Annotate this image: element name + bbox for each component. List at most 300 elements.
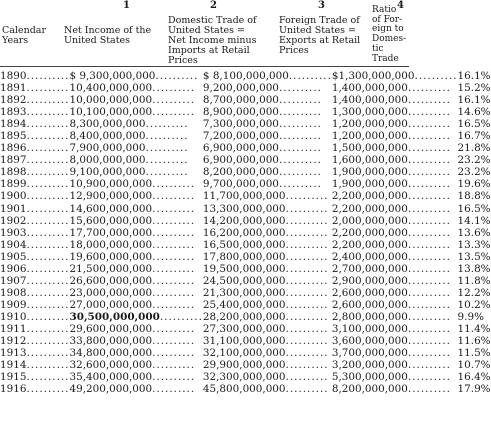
cell-foreign-trade-value: 2,200,000,000 (331, 238, 408, 251)
cell-year (0, 227, 69, 239)
cell-foreign-trade (332, 106, 458, 118)
cell-year-value: 1910 (0, 310, 27, 323)
leader-dots: .......... (285, 371, 329, 384)
cell-domestic-trade (203, 190, 332, 202)
header-line: Imports at Retail (168, 45, 250, 56)
table-row (0, 118, 491, 130)
cell-year (0, 359, 69, 371)
cell-domestic-trade (203, 359, 332, 371)
leader-dots: .......... (155, 70, 199, 82)
table-row (0, 227, 491, 239)
cell-net-income (69, 275, 202, 287)
cell-year-value: 1907 (0, 274, 27, 287)
cell-year (0, 323, 69, 335)
leader-dots: .......... (152, 94, 196, 107)
leader-dots: .......... (285, 238, 329, 251)
cell-net-income (69, 118, 202, 130)
cell-foreign-trade-value: 2,400,000,000 (331, 250, 408, 263)
cell-year-value: 1912 (0, 335, 27, 348)
leader-dots: .......... (285, 359, 329, 372)
cell-net-income (69, 251, 202, 263)
cell-year (0, 166, 69, 178)
cell-net-income-value: 10,100,000,000 (69, 106, 153, 119)
cell-net-income (69, 287, 202, 299)
cell-year-value: 1916 (0, 383, 27, 396)
leader-dots: .......... (145, 130, 189, 143)
cell-ratio-value: 11.5% (457, 347, 491, 360)
cell-domestic-trade (203, 239, 332, 251)
leader-dots: .......... (26, 250, 70, 263)
leader-dots: .......... (26, 70, 70, 82)
leader-dots: .......... (407, 286, 451, 299)
table-row (0, 166, 491, 178)
cell-foreign-trade (332, 239, 458, 251)
cell-domestic-trade-value: 19,500,000,000 (202, 262, 286, 275)
table-row (0, 383, 491, 395)
leader-dots: .......... (407, 383, 451, 396)
leader-dots: .......... (26, 82, 70, 95)
leader-dots: .......... (26, 286, 70, 299)
table-row (0, 190, 491, 202)
cell-ratio-value: 13.6% (457, 226, 491, 239)
table-row (0, 154, 491, 166)
leader-dots: .......... (407, 371, 451, 384)
cell-ratio (458, 142, 491, 154)
cell-domestic-trade (203, 287, 332, 299)
leader-dots: .......... (407, 310, 451, 323)
leader-dots: .......... (26, 118, 70, 131)
cell-ratio (458, 106, 491, 118)
cell-foreign-trade (332, 142, 458, 154)
header-line: Net Income minus (168, 35, 257, 46)
leader-dots: .......... (152, 226, 196, 239)
leader-dots: .......... (26, 130, 70, 143)
cell-ratio (458, 154, 491, 166)
cell-ratio (458, 359, 491, 371)
leader-dots: .......... (278, 82, 322, 95)
cell-net-income-value: 8,000,000,000 (69, 154, 146, 167)
header-year (2, 26, 46, 46)
cell-year (0, 263, 69, 275)
table-row (0, 323, 491, 335)
cell-foreign-trade-value: 1,200,000,000 (331, 130, 408, 143)
leader-dots: .......... (285, 335, 329, 348)
leader-dots: .......... (152, 178, 196, 191)
cell-foreign-trade (332, 323, 458, 335)
leader-dots: .......... (285, 262, 329, 275)
leader-dots: .......... (288, 70, 332, 82)
cell-ratio-value: 13.8% (457, 262, 491, 275)
cell-ratio (458, 166, 491, 178)
cell-ratio (458, 287, 491, 299)
leader-dots: .......... (407, 238, 451, 251)
leader-dots: .......... (152, 106, 196, 119)
leader-dots: .......... (278, 118, 322, 131)
leader-dots: .......... (407, 82, 451, 95)
cell-domestic-trade-value: 16,200,000,000 (202, 226, 286, 239)
leader-dots: .......... (407, 298, 451, 311)
cell-domestic-trade-value: 13,300,000,000 (202, 202, 286, 215)
cell-foreign-trade (332, 154, 458, 166)
cell-domestic-trade (203, 106, 332, 118)
table-body (0, 70, 491, 395)
cell-year-value: 1896 (0, 142, 27, 155)
header-line: Years (2, 35, 29, 46)
cell-net-income-value: 7,900,000,000 (69, 142, 146, 155)
leader-dots: .......... (407, 166, 451, 179)
income-trade-table (0, 70, 491, 395)
cell-net-income (69, 82, 202, 94)
cell-net-income (69, 215, 202, 227)
cell-domestic-trade (203, 166, 332, 178)
header-divider (0, 66, 409, 67)
leader-dots: .......... (407, 130, 451, 143)
cell-year-value: 1900 (0, 190, 27, 203)
cell-ratio (458, 215, 491, 227)
cell-foreign-trade-value: 5,300,000,000 (331, 371, 408, 384)
cell-net-income (69, 299, 202, 311)
header-line: Domestic Trade of (168, 15, 257, 26)
leader-dots: .......... (278, 154, 322, 167)
table-row (0, 142, 491, 154)
cell-ratio (458, 82, 491, 94)
cell-ratio-value: 16.7% (457, 130, 491, 143)
leader-dots: .......... (285, 298, 329, 311)
cell-ratio-value: 16.1% (457, 94, 491, 107)
cell-net-income (69, 335, 202, 347)
header-line: Calendar (2, 25, 46, 36)
cell-foreign-trade (332, 70, 458, 82)
leader-dots: .......... (407, 202, 451, 215)
leader-dots: .......... (145, 142, 189, 155)
table-row (0, 359, 491, 371)
header-ratio (372, 6, 406, 64)
cell-ratio (458, 251, 491, 263)
cell-year-value: 1890 (0, 70, 27, 82)
cell-foreign-trade (332, 227, 458, 239)
cell-domestic-trade-value: 16,500,000,000 (202, 238, 286, 251)
cell-domestic-trade-value: 9,700,000,000 (202, 178, 279, 191)
leader-dots: .......... (285, 190, 329, 203)
leader-dots: .......... (407, 262, 451, 275)
cell-foreign-trade-value: 1,900,000,000 (331, 166, 408, 179)
cell-net-income-value: 14,600,000,000 (69, 202, 153, 215)
leader-dots: .......... (407, 250, 451, 263)
table-row (0, 130, 491, 142)
table-row (0, 70, 491, 82)
leader-dots: .......... (26, 166, 70, 179)
leader-dots: .......... (407, 214, 451, 227)
table-row (0, 106, 491, 118)
cell-ratio-value: 16.5% (457, 118, 491, 131)
cell-foreign-trade (332, 335, 458, 347)
cell-year (0, 275, 69, 287)
cell-domestic-trade (203, 154, 332, 166)
cell-domestic-trade (203, 178, 332, 190)
cell-domestic-trade-value: 8,700,000,000 (202, 94, 279, 107)
cell-year-value: 1909 (0, 298, 27, 311)
cell-year (0, 154, 69, 166)
table-row (0, 347, 491, 359)
cell-foreign-trade (332, 82, 458, 94)
leader-dots: .......... (159, 310, 203, 323)
cell-year-value: 1903 (0, 226, 27, 239)
leader-dots: .......... (285, 274, 329, 287)
cell-foreign-trade (332, 178, 458, 190)
header-foreign-trade (279, 16, 360, 56)
header-domestic-trade (168, 16, 257, 66)
cell-year (0, 106, 69, 118)
cell-foreign-trade (332, 371, 458, 383)
cell-year (0, 311, 69, 323)
cell-year-value: 1906 (0, 262, 27, 275)
cell-domestic-trade (203, 323, 332, 335)
leader-dots: .......... (152, 371, 196, 384)
cell-domestic-trade-value: 21,300,000,000 (202, 286, 286, 299)
leader-dots: .......... (26, 383, 70, 396)
cell-domestic-trade (203, 275, 332, 287)
cell-net-income (69, 190, 202, 202)
cell-net-income (69, 383, 202, 395)
cell-domestic-trade (203, 383, 332, 395)
cell-net-income-value: 19,600,000,000 (69, 250, 153, 263)
leader-dots: .......... (145, 166, 189, 179)
header-line: United States (64, 35, 131, 46)
leader-dots: .......... (26, 142, 70, 155)
cell-foreign-trade (332, 347, 458, 359)
leader-dots: .......... (152, 298, 196, 311)
table-row (0, 178, 491, 190)
cell-year-value: 1913 (0, 347, 27, 360)
cell-foreign-trade (332, 203, 458, 215)
table-row (0, 311, 491, 323)
cell-ratio (458, 347, 491, 359)
cell-domestic-trade (203, 311, 332, 323)
cell-domestic-trade (203, 118, 332, 130)
cell-foreign-trade-value: 1,500,000,000 (331, 142, 408, 155)
cell-net-income-value: 8,400,000,000 (69, 130, 146, 143)
cell-year (0, 371, 69, 383)
cell-domestic-trade-value: 32,100,000,000 (202, 347, 286, 360)
cell-ratio-value: 23.2% (457, 154, 491, 167)
cell-domestic-trade-value: 7,200,000,000 (202, 130, 279, 143)
leader-dots: .......... (407, 226, 451, 239)
cell-foreign-trade-value: 2,800,000,000 (331, 310, 408, 323)
leader-dots: .......... (407, 335, 451, 348)
cell-ratio-value: 13.3% (457, 238, 491, 251)
cell-net-income-value: 23,000,000,000 (69, 286, 153, 299)
cell-net-income-value: 34,800,000,000 (69, 347, 153, 360)
leader-dots: .......... (285, 250, 329, 263)
header-line: Domes- (372, 34, 407, 45)
cell-ratio-value: 11.4% (457, 322, 491, 335)
cell-ratio-value: 10.2% (457, 298, 491, 311)
cell-year (0, 203, 69, 215)
cell-ratio-value: 10.7% (457, 359, 491, 372)
leader-dots: .......... (26, 238, 70, 251)
cell-net-income (69, 142, 202, 154)
cell-domestic-trade-value: 45,800,000,000 (202, 383, 286, 396)
cell-ratio (458, 299, 491, 311)
cell-ratio-value: 17.9% (457, 383, 491, 396)
cell-foreign-trade-value: 2,200,000,000 (331, 202, 408, 215)
cell-ratio (458, 118, 491, 130)
cell-domestic-trade (203, 335, 332, 347)
cell-domestic-trade (203, 215, 332, 227)
header-line: eign to (372, 24, 404, 35)
cell-year (0, 383, 69, 395)
cell-foreign-trade (332, 383, 458, 395)
cell-net-income-value: 49,200,000,000 (69, 383, 153, 396)
cell-foreign-trade (332, 215, 458, 227)
leader-dots: .......... (407, 359, 451, 372)
cell-net-income (69, 106, 202, 118)
cell-ratio (458, 130, 491, 142)
cell-domestic-trade (203, 70, 332, 82)
cell-ratio (458, 383, 491, 395)
cell-year-value: 1908 (0, 286, 27, 299)
cell-year (0, 178, 69, 190)
leader-dots: .......... (152, 250, 196, 263)
leader-dots: .......... (285, 322, 329, 335)
cell-foreign-trade (332, 263, 458, 275)
leader-dots: .......... (407, 322, 451, 335)
cell-domestic-trade-value: 7,300,000,000 (202, 118, 279, 131)
header-net-income (64, 26, 151, 46)
leader-dots: .......... (407, 347, 451, 360)
table-row (0, 263, 491, 275)
leader-dots: .......... (278, 142, 322, 155)
cell-year-value: 1894 (0, 118, 27, 131)
cell-net-income-value: 21,500,000,000 (69, 262, 153, 275)
cell-ratio (458, 311, 491, 323)
cell-ratio-value: 11.6% (457, 335, 491, 348)
cell-foreign-trade (332, 275, 458, 287)
cell-net-income (69, 166, 202, 178)
cell-domestic-trade (203, 130, 332, 142)
leader-dots: .......... (152, 274, 196, 287)
cell-ratio (458, 70, 491, 82)
cell-ratio-value: 14.6% (457, 106, 491, 119)
cell-net-income (69, 70, 202, 82)
leader-dots: .......... (407, 154, 451, 167)
leader-dots: .......... (26, 214, 70, 227)
cell-domestic-trade-value: 14,200,000,000 (202, 214, 286, 227)
cell-foreign-trade (332, 94, 458, 106)
cell-year-value: 1898 (0, 166, 27, 179)
leader-dots: .......... (26, 359, 70, 372)
cell-net-income-value: 17,700,000,000 (69, 226, 153, 239)
cell-year (0, 239, 69, 251)
leader-dots: .......... (26, 106, 70, 119)
cell-net-income (69, 359, 202, 371)
leader-dots: .......... (152, 238, 196, 251)
cell-foreign-trade (332, 299, 458, 311)
table-row (0, 371, 491, 383)
cell-ratio-value: 14.1% (457, 214, 491, 227)
leader-dots: .......... (152, 262, 196, 275)
cell-ratio (458, 203, 491, 215)
cell-net-income-value: 32,600,000,000 (69, 359, 153, 372)
leader-dots: .......... (26, 226, 70, 239)
cell-foreign-trade-value: $1,300,000,000 (331, 70, 415, 82)
cell-ratio (458, 190, 491, 202)
cell-net-income-value: $ 9,300,000,000 (69, 70, 156, 82)
cell-foreign-trade (332, 130, 458, 142)
cell-net-income-value: 35,400,000,000 (69, 371, 153, 384)
cell-ratio-value: 19.6% (457, 178, 491, 191)
cell-year-value: 1895 (0, 130, 27, 143)
cell-ratio-value: 9.9% (457, 310, 484, 323)
cell-ratio-value: 16.4% (457, 371, 491, 384)
cell-ratio (458, 94, 491, 106)
cell-net-income-value: 12,900,000,000 (69, 190, 153, 203)
cell-domestic-trade-value: 31,100,000,000 (202, 335, 286, 348)
cell-domestic-trade-value: 6,900,000,000 (202, 154, 279, 167)
cell-year-value: 1904 (0, 238, 27, 251)
cell-net-income (69, 227, 202, 239)
cell-ratio-value: 15.2% (457, 82, 491, 95)
cell-domestic-trade-value: 29,900,000,000 (202, 359, 286, 372)
cell-ratio (458, 335, 491, 347)
table-row (0, 203, 491, 215)
cell-foreign-trade-value: 1,400,000,000 (331, 82, 408, 95)
cell-ratio (458, 263, 491, 275)
cell-year (0, 118, 69, 130)
cell-domestic-trade-value: 32,300,000,000 (202, 371, 286, 384)
table-row (0, 299, 491, 311)
cell-foreign-trade-value: 1,400,000,000 (331, 94, 408, 107)
cell-foreign-trade (332, 190, 458, 202)
cell-ratio-value: 16.1% (457, 70, 491, 82)
leader-dots: .......... (145, 154, 189, 167)
leader-dots: .......... (414, 70, 458, 82)
cell-net-income-value: 8,300,000,000 (69, 118, 146, 131)
leader-dots: .......... (285, 383, 329, 396)
cell-domestic-trade (203, 227, 332, 239)
cell-domestic-trade-value: 28,200,000,000 (202, 310, 286, 323)
cell-net-income-value: 9,100,000,000 (69, 166, 146, 179)
cell-ratio-value: 18.8% (457, 190, 491, 203)
cell-year-value: 1899 (0, 178, 27, 191)
header-line: tic (372, 43, 384, 54)
cell-ratio (458, 275, 491, 287)
column-number-1: 1 (123, 0, 130, 11)
table-row (0, 215, 491, 227)
cell-domestic-trade (203, 203, 332, 215)
cell-net-income (69, 203, 202, 215)
cell-year (0, 70, 69, 82)
cell-domestic-trade (203, 142, 332, 154)
cell-foreign-trade-value: 8,200,000,000 (331, 383, 408, 396)
cell-foreign-trade-value: 3,600,000,000 (331, 335, 408, 348)
leader-dots: .......... (152, 347, 196, 360)
cell-net-income-value: 18,000,000,000 (69, 238, 153, 251)
leader-dots: .......... (407, 274, 451, 287)
leader-dots: .......... (285, 202, 329, 215)
table-row (0, 287, 491, 299)
cell-foreign-trade-value: 2,000,000,000 (331, 214, 408, 227)
cell-ratio (458, 371, 491, 383)
cell-domestic-trade-value: 11,700,000,000 (202, 190, 286, 203)
cell-domestic-trade (203, 263, 332, 275)
leader-dots: .......... (152, 82, 196, 95)
column-number-2: 2 (210, 0, 217, 11)
cell-domestic-trade-value: 9,200,000,000 (202, 82, 279, 95)
leader-dots: .......... (407, 190, 451, 203)
cell-ratio-value: 21.8% (457, 142, 491, 155)
cell-domestic-trade (203, 347, 332, 359)
